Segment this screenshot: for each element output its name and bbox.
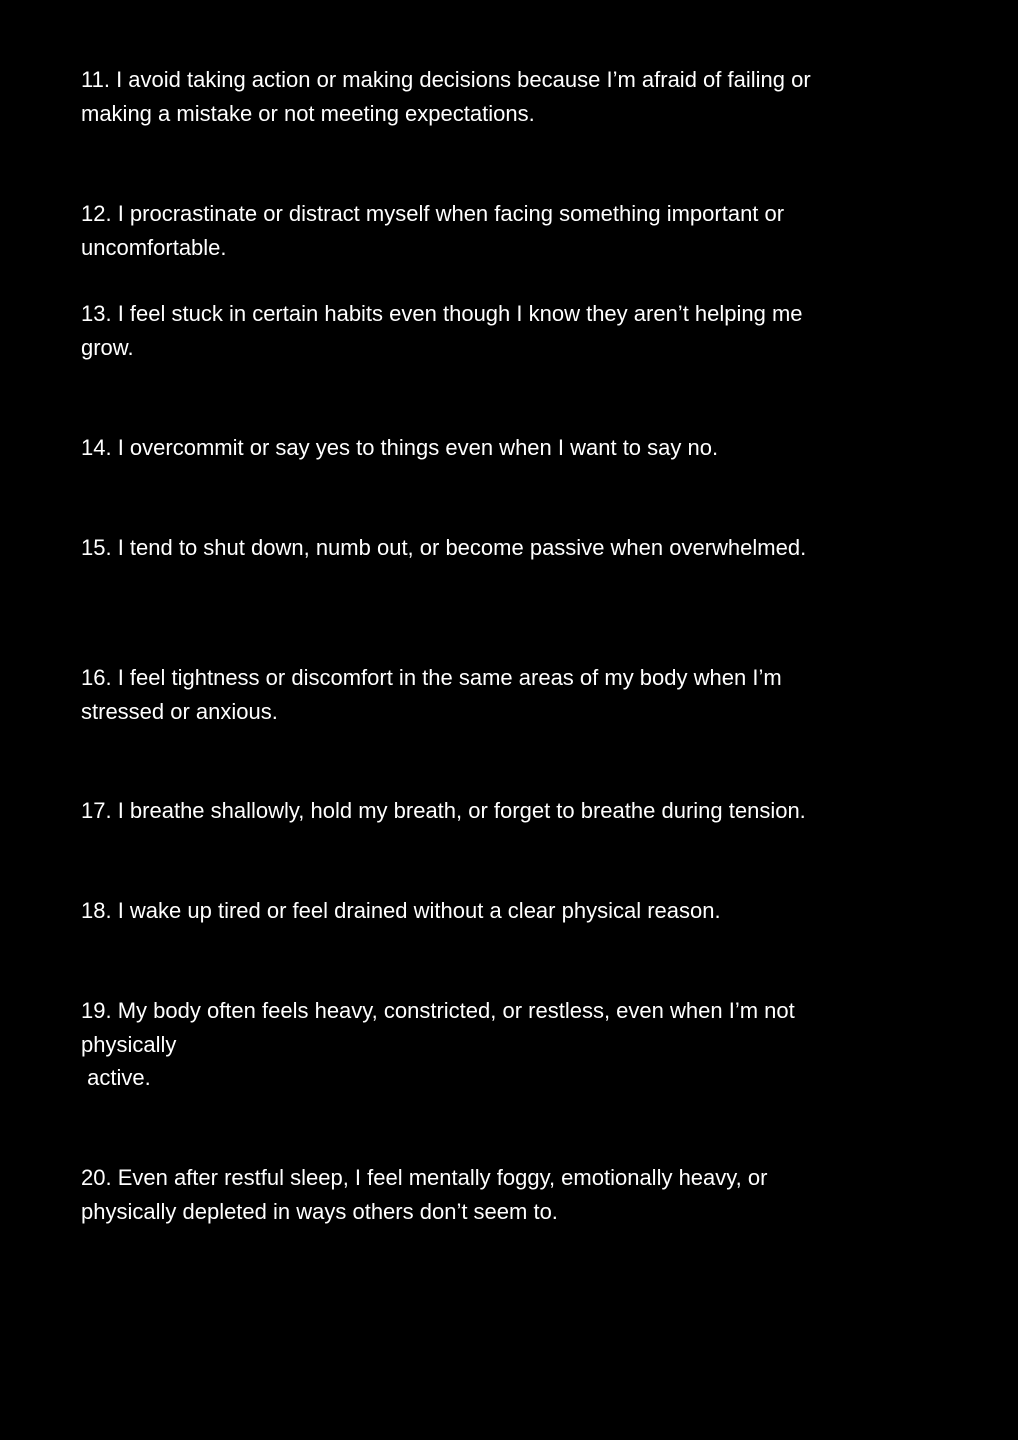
statement-19: 19. My body often feels heavy, constricted, or restless, even when I’m not physically active. [81,998,795,1090]
statement-14: 14. I overcommit or say yes to things even when I want to say no. [81,435,719,460]
statement-17: 17. I breathe shallowly, hold my breath, or forget to breathe during tension. [81,798,806,823]
statement-11: 11. I avoid taking action or making decisions because I’m afraid of failing or making a mistake or not meeting expectations. [81,67,811,126]
statement-20: 20. Even after restful sleep, I feel mentally foggy, emotionally heavy, or physically depleted in ways others don’t seem to. [81,1165,768,1224]
statement-18: 18. I wake up tired or feel drained without a clear physical reason. [81,898,721,923]
statement-15: 15. I tend to shut down, numb out, or become passive when overwhelmed. [81,535,807,560]
statement-16: 16. I feel tightness or discomfort in the same areas of my body when I’m stressed or anxious. [81,665,782,724]
statement-12: 12. I procrastinate or distract myself when facing something important or uncomfortable. [81,201,785,260]
statement-13: 13. I feel stuck in certain habits even though I know they aren’t helping me grow. [81,301,803,360]
